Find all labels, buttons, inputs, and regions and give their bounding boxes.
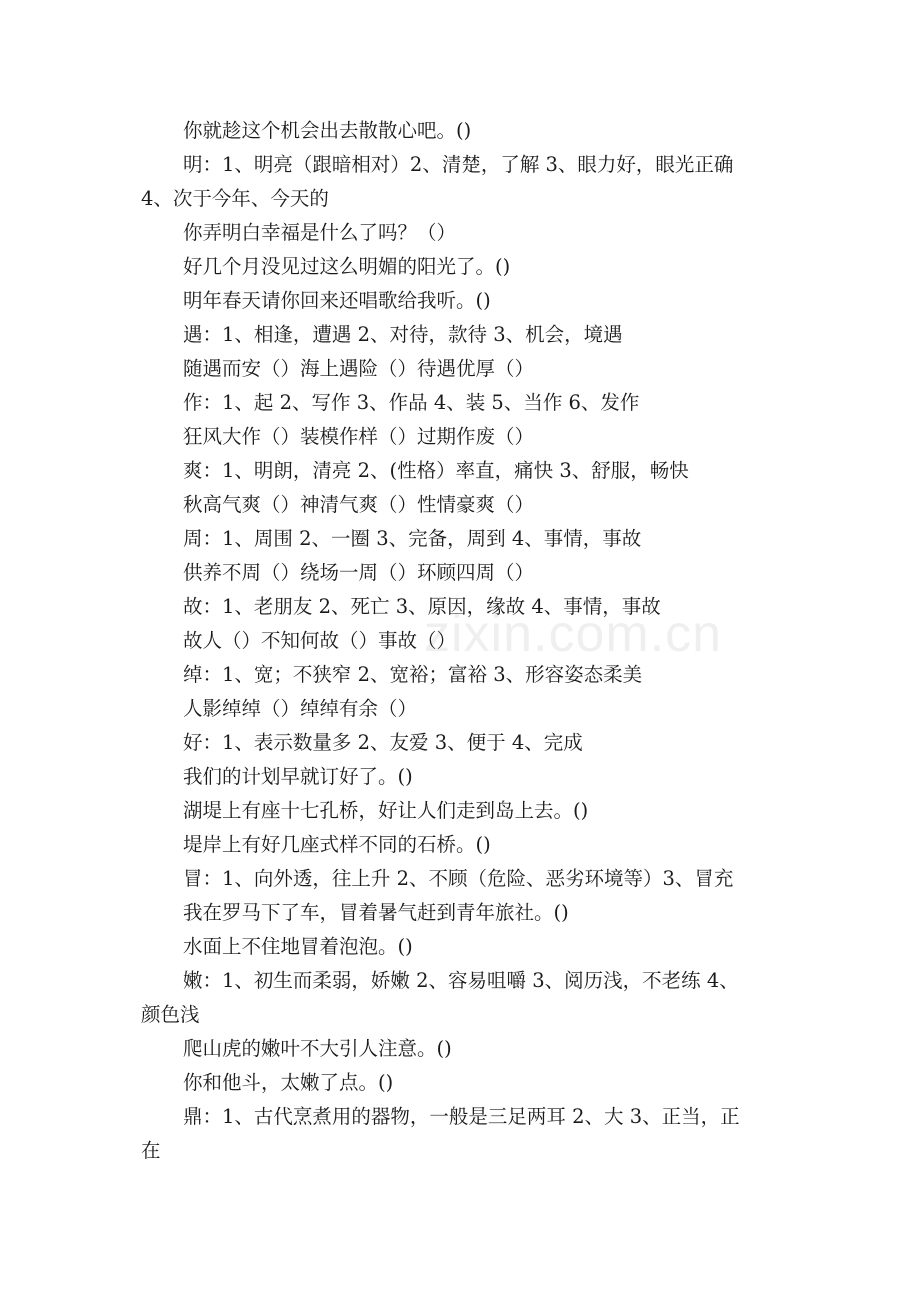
definition-line: 绰：1、宽；不狭窄 2、宽裕；富裕 3、形容姿态柔美	[183, 663, 643, 686]
definition-line: 冒：1、向外透，往上升 2、不顾（危险、恶劣环境等）3、冒充	[183, 867, 734, 890]
text-line: 人影绰绰（）绰绰有余（）	[183, 697, 418, 720]
definition-line: 遇：1、相逢，遭遇 2、对待，款待 3、机会，境遇	[183, 323, 623, 346]
definition-line: 爽：1、明朗，清亮 2、(性格）率直，痛快 3、舒服，畅快	[183, 459, 689, 482]
text-line: 我在罗马下了车，冒着暑气赶到青年旅社。()	[183, 901, 569, 924]
text-line: 水面上不住地冒着泡泡。()	[183, 935, 413, 958]
text-line: 狂风大作（）装模作样（）过期作废（）	[183, 425, 535, 448]
text-line: 我们的计划早就订好了。()	[183, 765, 413, 788]
text-line: 供养不周（）绕场一周（）环顾四周（）	[183, 561, 535, 584]
text-line: 湖堤上有座十七孔桥，好让人们走到岛上去。()	[183, 799, 589, 822]
document-body	[141, 114, 801, 1168]
definition-line: 鼎：1、古代烹煮用的器物，一般是三足两耳 2、大 3、正当，正	[183, 1105, 740, 1128]
text-line: 你就趁这个机会出去散散心吧。()	[183, 119, 472, 142]
definition-continuation-line: 在	[141, 1139, 161, 1162]
text-line: 堤岸上有好几座式样不同的石桥。()	[183, 833, 491, 856]
definition-line: 好：1、表示数量多 2、友爱 3、便于 4、完成	[183, 731, 583, 754]
text-line: 秋高气爽（）神清气爽（）性情豪爽（）	[183, 493, 535, 516]
text-line: 明年春天请你回来还唱歌给我听。()	[183, 289, 491, 312]
text-line: 你和他斗，太嫩了点。()	[183, 1071, 394, 1094]
text-line: 故人（）不知何故（）事故（）	[183, 629, 457, 652]
definition-continuation-line: 颜色浅	[141, 1003, 200, 1026]
text-line: 你弄明白幸福是什么了吗？（）	[183, 221, 457, 244]
watermark: zixin.com.cn	[424, 605, 723, 663]
definition-line: 嫩：1、初生而柔弱，娇嫩 2、容易咀嚼 3、阅历浅，不老练 4、	[183, 969, 739, 992]
text-line: 随遇而安（）海上遇险（）待遇优厚（）	[183, 357, 535, 380]
text-line: 好几个月没见过这么明媚的阳光了。()	[183, 255, 511, 278]
definition-line: 故：1、老朋友 2、死亡 3、原因，缘故 4、事情，事故	[183, 595, 661, 618]
definition-line: 作：1、起 2、写作 3、作品 4、装 5、当作 6、发作	[183, 391, 640, 414]
definition-line: 周：1、周围 2、一圈 3、完备，周到 4、事情，事故	[183, 527, 642, 550]
definition-line: 明：1、明亮（跟暗相对）2、清楚，了解 3、眼力好，眼光正确	[183, 153, 734, 176]
text-line: 爬山虎的嫩叶不大引人注意。()	[183, 1037, 452, 1060]
definition-continuation-line: 4、次于今年、今天的	[141, 187, 329, 210]
